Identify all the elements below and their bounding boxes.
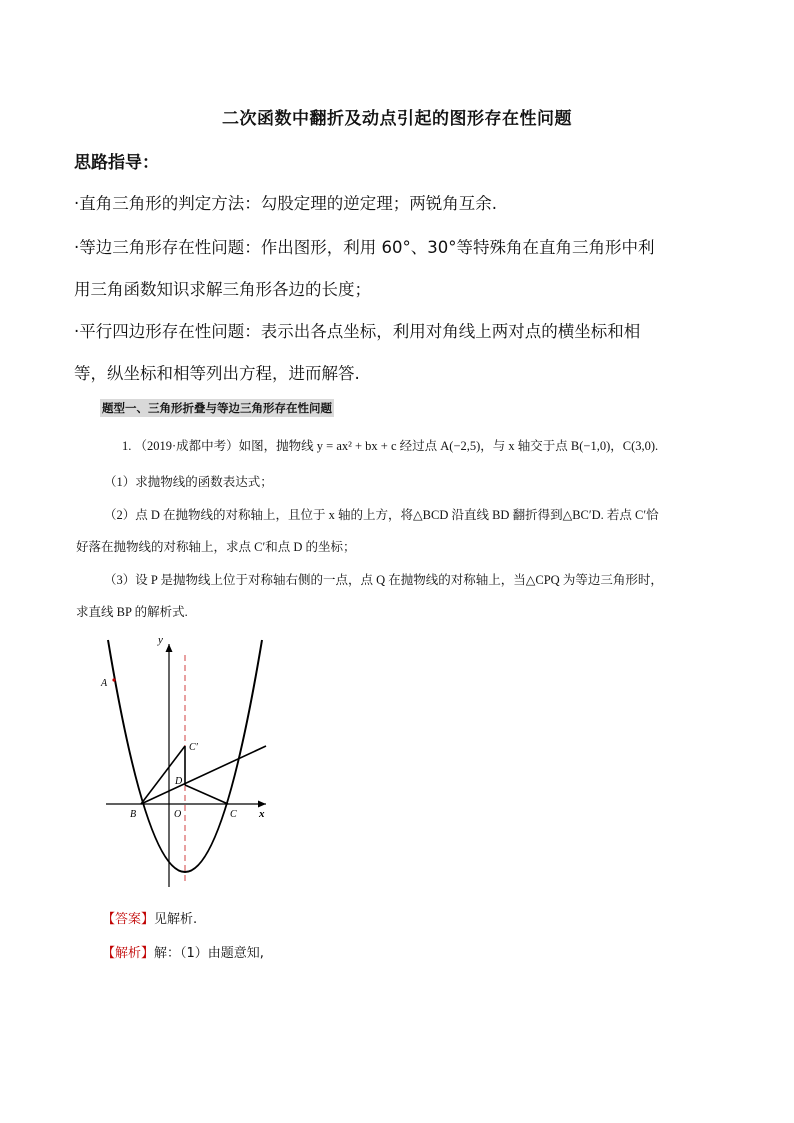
y-axis-label: y [158,634,163,646]
tip-line: ·直角三角形的判定方法：勾股定理的逆定理；两锐角互余. [74,194,497,213]
label-B: B [130,809,137,820]
y-axis-arrow-icon [166,644,173,652]
problem-statement: 1. （2019·成都中考）如图，抛物线 y = ax² + bx + c 经过点 A(−2,5)，与 x 轴交于点 B(−1,0)，C(3,0). [122,439,659,453]
label-A: A [101,678,108,689]
tip-line: 等，纵坐标和相等列出方程，进而解答. [74,364,360,383]
question-3-cont: 求直线 BP 的解析式. [76,605,188,619]
analysis-line [102,942,264,961]
label-O: O [174,809,182,820]
tip-line: 用三角函数知识求解三角形各边的长度； [74,280,371,299]
x-axis-label: x [259,808,265,820]
question-1: （1）求抛物线的函数表达式； [104,475,273,489]
label-D: D [175,776,183,787]
question-3: （3）设 P 是抛物线上位于对称轴右侧的一点，点 Q 在抛物线的对称轴上，当△CPQ 为等边三角形时， [104,573,663,587]
label-C: C [230,809,237,820]
answer-tag: 【答案】 [102,912,155,927]
point-A [112,678,115,681]
answer-text: 见解析. [154,912,198,927]
question-2: （2）点 D 在抛物线的对称轴上，且位于 x 轴的上方，将△BCD 沿直线 BD 翻折得到△BC′D. 若点 C′恰 [104,508,659,522]
x-axis-arrow-icon [258,801,266,808]
page-title: 二次函数中翻折及动点引起的图形存在性问题 [222,109,572,129]
section-heading: 思路指导： [74,153,159,173]
problem-type-label: 题型一、三角形折叠与等边三角形存在性问题 [102,401,332,415]
question-2-cont: 好落在抛物线的对称轴上，求点 C′和点 D 的坐标； [76,540,356,554]
tip-line: ·等边三角形存在性问题：作出图形，利用 60°、30°等特殊角在直角三角形中利 [74,238,655,257]
segment-B-Cprime [141,746,185,804]
analysis-text: 解：（1）由题意知, [154,946,264,961]
segment-D-C [185,785,228,804]
analysis-tag: 【解析】 [102,946,155,961]
answer-line [102,908,197,927]
tip-line: ·平行四边形存在性问题：表示出各点坐标，利用对角线上两对点的横坐标和相 [74,322,641,341]
label-Cprime: C′ [189,742,198,753]
line-BP [141,746,266,804]
